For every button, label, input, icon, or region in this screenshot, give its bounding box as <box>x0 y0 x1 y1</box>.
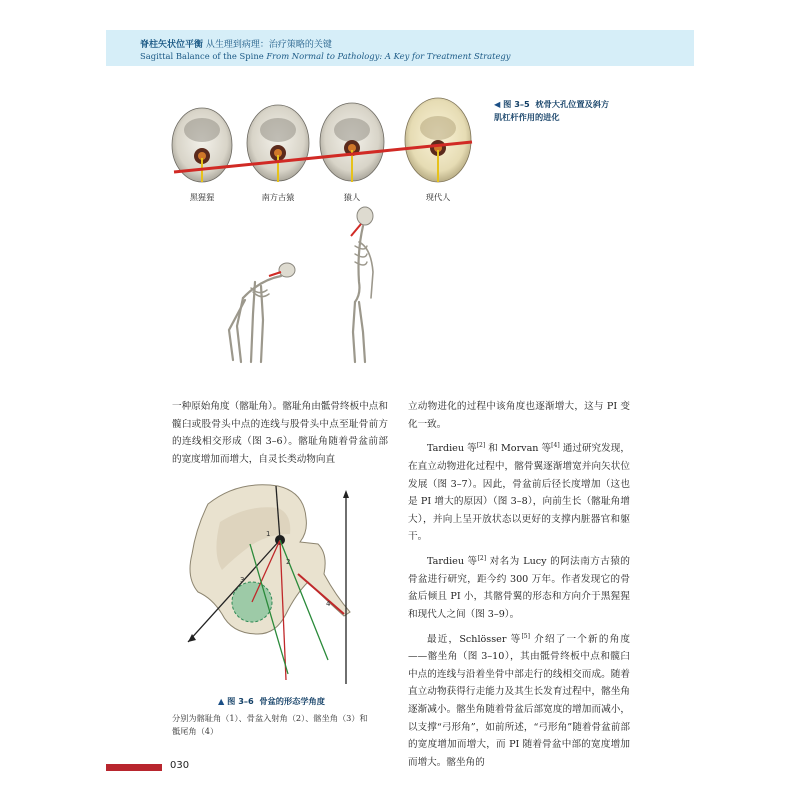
right-para-3-rest: 对名为 Lucy 的阿法南方古猿的骨盆进行研究，距今约 300 万年。作者发现它的骨盆后倾且 PI 小，其髂骨翼的形态和方向介于黑猩猩和现代人之间（图 3–9）。 <box>408 556 630 620</box>
figure-3-5-label: 图 3–5 <box>503 99 530 109</box>
page-number: 030 <box>170 760 190 771</box>
skull-label-4: 现代人 <box>425 192 451 202</box>
caption-triangle-icon: ◀ <box>494 99 501 109</box>
header-subtitle-en: From Normal to Pathology: A Key for Treatment Strategy <box>266 51 511 61</box>
angle-label-3: 3 <box>240 576 245 584</box>
figure-3-6-caption <box>218 696 325 707</box>
skull-label-1: 黑猩猩 <box>189 192 215 202</box>
skull-label-2: 南方古猿 <box>261 192 295 202</box>
ref-4: [4] <box>551 442 560 450</box>
figure-3-6-label: 图 3–6 <box>227 696 254 706</box>
and-word: 和 <box>485 443 501 455</box>
ref-author-tardieu-2: Tardieu 等 <box>427 556 478 568</box>
header-title-line-en <box>140 51 511 61</box>
figure-3-6-pelvis <box>168 474 383 686</box>
right-para-2-rest: 通过研究发现，在直立动物进化过程中，髂骨翼逐渐增宽并向矢状位发展（图 3–7）。因此，骨盆前后径长度增加（这也是 PI 增大的原因）（图 3–8），向前生长（髂耻角增大），并向上呈开放状态以更好的支撑内脏器官和躯干。 <box>408 443 630 543</box>
ref-2b: [2] <box>477 554 487 562</box>
figure-3-5-caption <box>494 98 654 124</box>
ref-author-schlosser: Schlösser 等 <box>459 633 522 645</box>
figure-3-5-skulls <box>160 90 480 200</box>
angle-label-1: 1 <box>266 530 271 538</box>
figure-3-6-sub-line1: 分别为髂耻角（1）、骨盆入射角（2）、髂坐角（3）和 <box>172 713 368 723</box>
ref-5: [5] <box>521 632 530 640</box>
header-subtitle-cn: 从生理到病理：治疗策略的关键 <box>205 40 332 50</box>
figure-3-6-subcaption <box>172 712 392 738</box>
right-para-4-rest: 介绍了一个新的角度——髂坐角（图 3–10），其由骶骨终板中点和髋臼中点的连线与沿着坐骨中部走行的线相交而成。随着直立动物获得行走能力及其生长发育过程中，髂坐角逐渐减小。髂坐角随着骨盆后部宽度的增加而减小，以支撑“弓形角”，如前所述，“弓形角”随着骨盆前部的宽度增加而增大，而 PI 随着骨盆中部的宽度增加而增大。髂坐角的 <box>408 633 630 768</box>
header-title-line-cn <box>140 37 332 50</box>
left-column-paragraph <box>172 398 388 468</box>
right-column-text <box>408 398 630 771</box>
footer-accent-bar <box>106 764 162 771</box>
ref-author-morvan: Morvan 等 <box>500 443 552 455</box>
right-para-4 <box>408 628 630 772</box>
figure-3-6-sub-line2: 骶尾角（4） <box>172 726 219 736</box>
figure-3-5-caption-line2: 肌杠杆作用的进化 <box>494 112 560 122</box>
caption-triangle-up-icon: ▲ <box>218 696 225 706</box>
right-para-4-start: 最近， <box>427 633 460 645</box>
angle-label-4: 4 <box>326 600 331 608</box>
left-paragraph-text: 一种原始角度（髂耻角）。髂耻角由骶骨终板中点和髋臼或股骨头中点的连线与股骨头中点至耻骨前方的连线相交形成（图 3–6）。髂耻角随着骨盆前部的宽度增加而增大，自灵长类动物向直 <box>172 401 388 465</box>
right-para-1: 立动物进化的过程中该角度也逐渐增大，这与 PI 变化一致。 <box>408 401 630 430</box>
angle-label-2: 2 <box>286 558 291 566</box>
figure-3-5-caption-line1: 枕骨大孔位置及斜方 <box>535 99 610 109</box>
right-para-2 <box>408 437 630 546</box>
header-title-cn: 脊柱矢状位平衡 <box>140 40 204 50</box>
right-para-3 <box>408 550 630 624</box>
ref-author-tardieu: Tardieu 等 <box>427 443 477 455</box>
biped-red-marker <box>351 224 361 236</box>
ref-2: [2] <box>476 442 486 450</box>
running-header <box>106 30 694 66</box>
figure-3-5-skeletons <box>215 202 400 372</box>
skeleton-quadruped <box>229 263 295 362</box>
header-title-en: Sagittal Balance of the Spine <box>140 51 264 61</box>
figure-3-6-caption-text: 骨盆的形态学角度 <box>259 696 325 706</box>
skull-label-3: 猿人 <box>343 192 361 202</box>
